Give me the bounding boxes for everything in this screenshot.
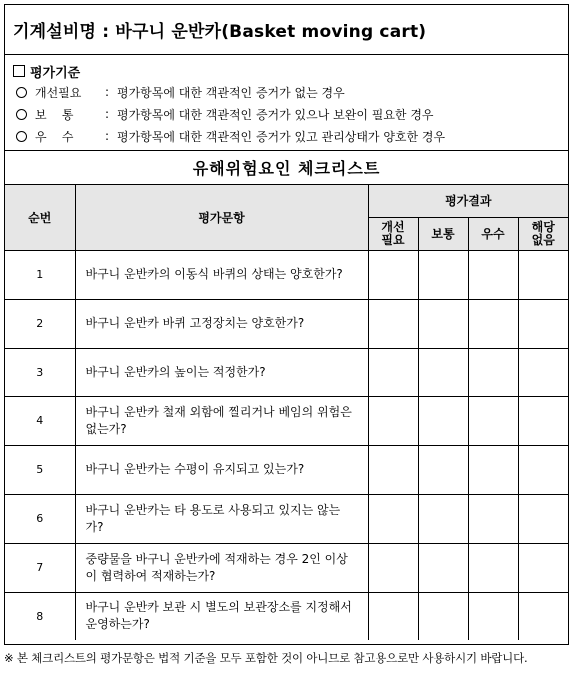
result-cell-normal[interactable] bbox=[418, 494, 468, 543]
result-cell-normal[interactable] bbox=[418, 543, 468, 592]
result-cell-not-applicable[interactable] bbox=[518, 445, 568, 494]
table-row bbox=[5, 250, 568, 299]
criteria-label: 보 통 bbox=[35, 107, 74, 122]
result-cell-excellent[interactable] bbox=[468, 250, 518, 299]
row-number: 8 bbox=[5, 592, 75, 640]
row-question: 중량물을 바구니 운반카에 적재하는 경우 2인 이상이 협력하여 적재하는가? bbox=[75, 543, 368, 592]
result-cell-excellent[interactable] bbox=[468, 396, 518, 445]
table-row bbox=[5, 445, 568, 494]
circle-bullet-icon bbox=[16, 109, 27, 120]
row-number: 4 bbox=[5, 396, 75, 445]
criteria-colon: : bbox=[105, 107, 110, 121]
result-cell-normal[interactable] bbox=[418, 299, 468, 348]
criteria-text: 평가항목에 대한 객관적인 증거가 있고 관리상태가 양호한 경우 bbox=[117, 129, 446, 144]
col-header-result: 평가결과 bbox=[368, 185, 568, 217]
criteria-heading-text: 평가기준 bbox=[30, 65, 81, 81]
criteria-label: 개선필요 bbox=[35, 85, 82, 100]
checklist-table bbox=[5, 185, 568, 640]
criteria-item bbox=[13, 81, 560, 103]
col-header-excellent: 우수 bbox=[468, 217, 518, 250]
row-question: 바구니 운반카의 이동식 바퀴의 상태는 양호한가? bbox=[75, 250, 368, 299]
result-cell-needs-improvement[interactable] bbox=[368, 445, 418, 494]
result-cell-excellent[interactable] bbox=[468, 592, 518, 640]
table-row bbox=[5, 494, 568, 543]
col-header-no: 순번 bbox=[5, 185, 75, 250]
circle-bullet-icon bbox=[16, 131, 27, 142]
criteria-heading bbox=[13, 61, 560, 81]
table-row bbox=[5, 348, 568, 396]
result-cell-needs-improvement[interactable] bbox=[368, 592, 418, 640]
criteria-item bbox=[13, 125, 560, 147]
result-cell-excellent[interactable] bbox=[468, 543, 518, 592]
row-number: 1 bbox=[5, 250, 75, 299]
result-cell-not-applicable[interactable] bbox=[518, 592, 568, 640]
result-cell-not-applicable[interactable] bbox=[518, 250, 568, 299]
table-row bbox=[5, 592, 568, 640]
criteria-label: 우 수 bbox=[35, 129, 74, 144]
circle-bullet-icon bbox=[16, 87, 27, 98]
row-number: 5 bbox=[5, 445, 75, 494]
result-cell-not-applicable[interactable] bbox=[518, 543, 568, 592]
result-cell-not-applicable[interactable] bbox=[518, 299, 568, 348]
table-row bbox=[5, 543, 568, 592]
result-cell-needs-improvement[interactable] bbox=[368, 543, 418, 592]
criteria-item bbox=[13, 103, 560, 125]
result-cell-normal[interactable] bbox=[418, 592, 468, 640]
col-header-question: 평가문항 bbox=[75, 185, 368, 250]
result-cell-needs-improvement[interactable] bbox=[368, 348, 418, 396]
row-number: 2 bbox=[5, 299, 75, 348]
result-cell-excellent[interactable] bbox=[468, 348, 518, 396]
result-cell-needs-improvement[interactable] bbox=[368, 494, 418, 543]
result-cell-not-applicable[interactable] bbox=[518, 396, 568, 445]
result-cell-not-applicable[interactable] bbox=[518, 348, 568, 396]
row-number: 3 bbox=[5, 348, 75, 396]
result-cell-normal[interactable] bbox=[418, 250, 468, 299]
criteria-colon: : bbox=[105, 85, 110, 99]
row-question: 바구니 운반카의 높이는 적정한가? bbox=[75, 348, 368, 396]
row-question: 바구니 운반카 철재 외함에 찔리거나 베임의 위험은 없는가? bbox=[75, 396, 368, 445]
row-question: 바구니 운반카는 타 용도로 사용되고 있지는 않는가? bbox=[75, 494, 368, 543]
criteria-section bbox=[5, 55, 568, 151]
row-question: 바구니 운반카 바퀴 고정장치는 양호한가? bbox=[75, 299, 368, 348]
row-number: 6 bbox=[5, 494, 75, 543]
criteria-text: 평가항목에 대한 객관적인 증거가 없는 경우 bbox=[117, 85, 345, 100]
table-row bbox=[5, 299, 568, 348]
result-cell-excellent[interactable] bbox=[468, 299, 518, 348]
col-header-not-applicable: 해당없음 bbox=[518, 217, 568, 250]
criteria-colon: : bbox=[105, 129, 110, 143]
result-cell-normal[interactable] bbox=[418, 445, 468, 494]
checklist-title: 유해위험요인 체크리스트 bbox=[5, 151, 568, 185]
table-row bbox=[5, 396, 568, 445]
result-cell-excellent[interactable] bbox=[468, 494, 518, 543]
footnote: ※ 본 체크리스트의 평가문항은 법적 기준을 모두 포함한 것이 아니므로 참고용으로만 사용하시기 바랍니다. bbox=[4, 651, 528, 665]
row-question: 바구니 운반카는 수평이 유지되고 있는가? bbox=[75, 445, 368, 494]
result-cell-excellent[interactable] bbox=[468, 445, 518, 494]
title-row bbox=[5, 5, 568, 55]
col-header-normal: 보통 bbox=[418, 217, 468, 250]
square-bullet-icon bbox=[13, 65, 25, 77]
row-question: 바구니 운반카 보관 시 별도의 보관장소를 지정해서 운영하는가? bbox=[75, 592, 368, 640]
row-number: 7 bbox=[5, 543, 75, 592]
result-cell-normal[interactable] bbox=[418, 396, 468, 445]
result-cell-normal[interactable] bbox=[418, 348, 468, 396]
criteria-text: 평가항목에 대한 객관적인 증거가 있으나 보완이 필요한 경우 bbox=[117, 107, 434, 122]
equipment-title: 기계설비명 : 바구니 운반카(Basket moving cart) bbox=[13, 22, 427, 42]
result-cell-needs-improvement[interactable] bbox=[368, 250, 418, 299]
result-cell-needs-improvement[interactable] bbox=[368, 396, 418, 445]
col-header-needs-improvement: 개선필요 bbox=[368, 217, 418, 250]
result-cell-not-applicable[interactable] bbox=[518, 494, 568, 543]
checklist-form bbox=[4, 4, 569, 645]
result-cell-needs-improvement[interactable] bbox=[368, 299, 418, 348]
